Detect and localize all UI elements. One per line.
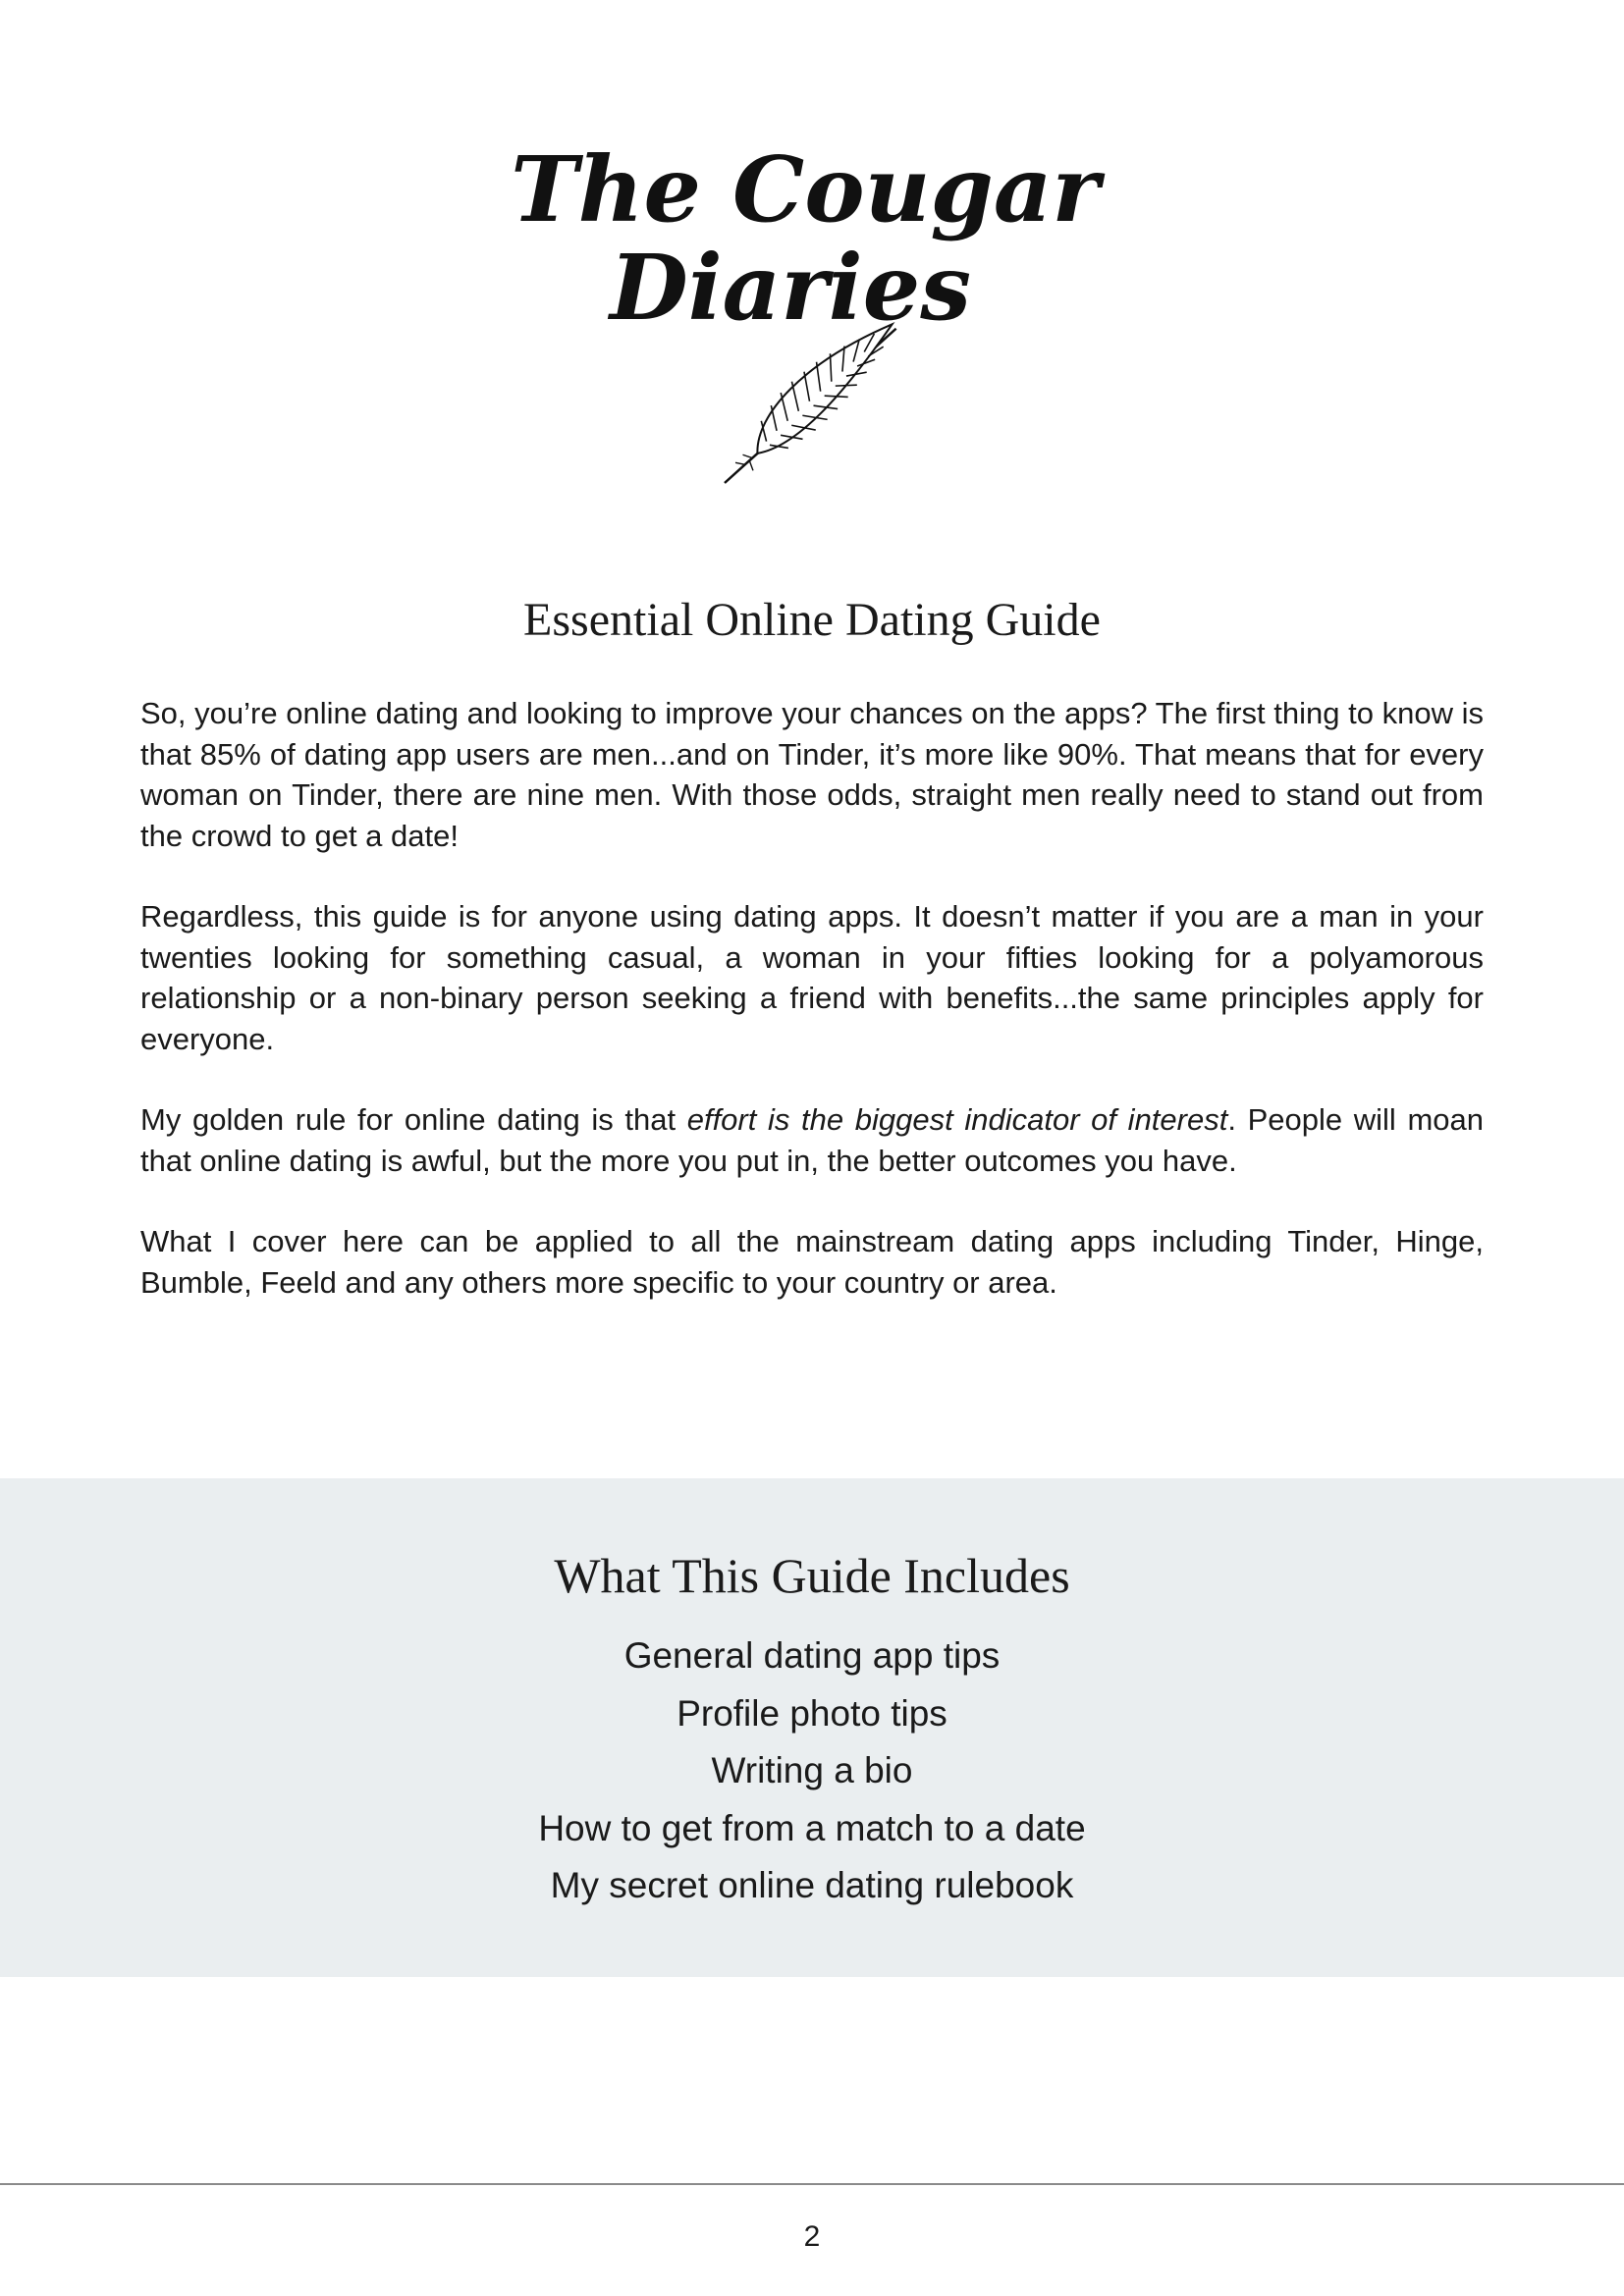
golden-rule-emphasis: effort is the biggest indicator of interest bbox=[686, 1102, 1228, 1137]
page-number: 2 bbox=[803, 2220, 821, 2253]
logo-line-1: The Cougar bbox=[511, 136, 1100, 242]
list-item: Writing a bio bbox=[711, 1750, 913, 1790]
paragraph: What I cover here can be applied to all the mainstream dating apps including Tinder, Hinge, Bumble, Feeld and any others more specific to your country or area. bbox=[140, 1224, 1484, 1300]
list-item: My secret online dating rulebook bbox=[550, 1865, 1074, 1905]
paragraph bbox=[140, 1099, 1484, 1181]
footer-divider bbox=[0, 2183, 1624, 2185]
intro-text bbox=[140, 693, 1484, 1343]
includes-list bbox=[0, 1628, 1624, 1915]
brand-logo-graphic bbox=[511, 128, 1100, 491]
list-item: How to get from a match to a date bbox=[538, 1807, 1086, 1848]
guide-includes-panel bbox=[0, 1478, 1624, 1977]
paragraph-text: . People will moan that online dating is awful, but the more you put in, the better outcomes you have. bbox=[140, 1102, 1485, 1178]
paragraph: Regardless, this guide is for anyone using dating apps. It doesn’t matter if you are a man in your twenties looking for something casual, a woman in your fifties looking for a polyamorous relationship or a non-binary person seeking a friend with benefits...the same principles apply for everyone. bbox=[140, 899, 1484, 1056]
includes-title: What This Guide Includes bbox=[554, 1548, 1070, 1603]
paragraph-text: My golden rule for online dating is that bbox=[140, 1102, 687, 1137]
page-title: Essential Online Dating Guide bbox=[523, 594, 1101, 646]
logo-line-2: Diaries bbox=[609, 235, 972, 341]
list-item: General dating app tips bbox=[623, 1635, 1001, 1676]
paragraph: So, you’re online dating and looking to improve your chances on the apps? The first thing to know is that 85% of dating app users are men...and on Tinder, it’s more like 90%. That means that for every woman on Tinder, there are nine men. With those odds, straight men really need to stand out from the crowd to get a date! bbox=[140, 696, 1484, 853]
list-item: Profile photo tips bbox=[677, 1692, 947, 1734]
brand-logo bbox=[511, 128, 1100, 491]
